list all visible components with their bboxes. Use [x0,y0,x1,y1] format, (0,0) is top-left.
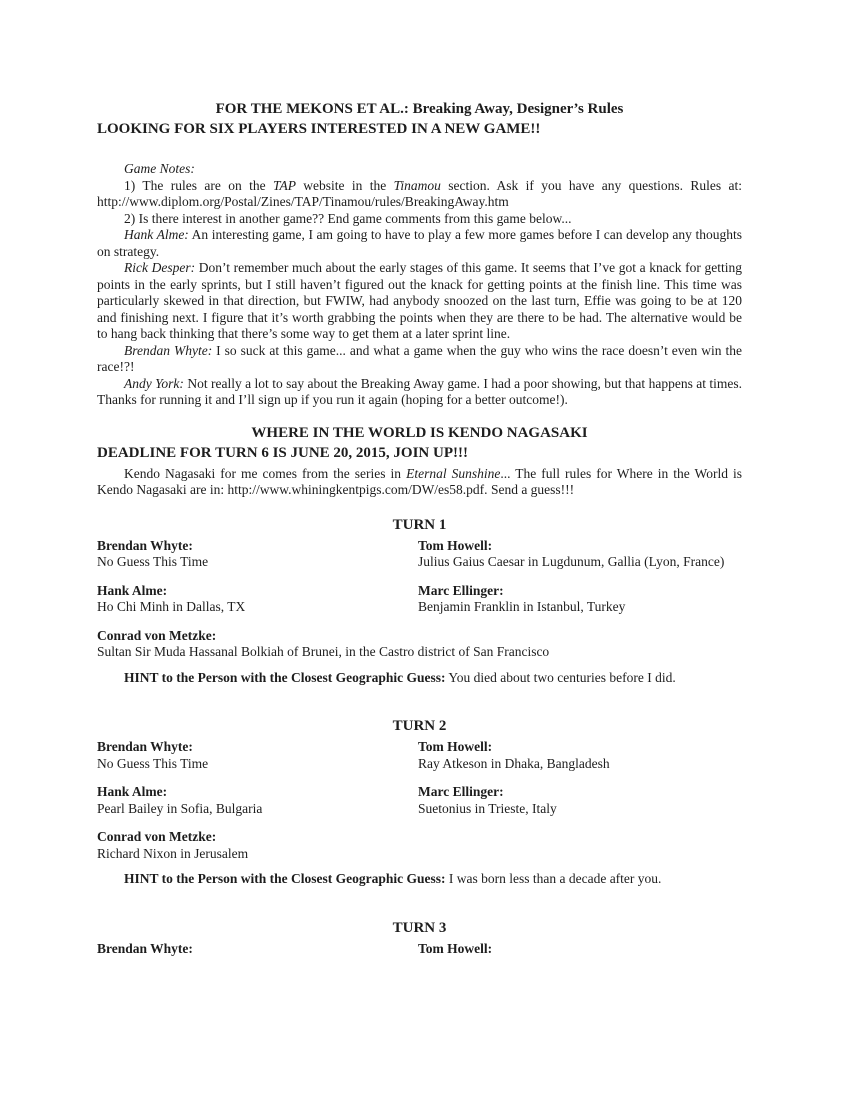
rules-url-text: http://www.diplom.org/Postal/Zines/TAP/Tinamou/rules/BreakingAway.htm [97,194,509,209]
guess-entry [97,628,742,661]
comment-paragraph [97,376,742,409]
comment-speaker: Hank Alme: [124,227,189,242]
game-note-2: 2) Is there interest in another game?? End game comments from this game below... [124,210,572,226]
guess-text: Richard Nixon in Jerusalem [97,845,249,861]
turn-2-hint [97,871,742,888]
comment-speaker: Andy York: [124,375,184,391]
game-notes-label: Game Notes: [124,161,195,176]
kendo-deadline: DEADLINE FOR TURN 6 IS JUNE 20, 2015, JOIN UP!!! [97,444,468,461]
section-kendo-nagasaki [97,423,742,958]
guess-entry [97,583,418,616]
tap-zine-name: TAP [272,177,296,193]
tinamou-section-name: Tinamou [393,177,441,193]
player-name: Conrad von Metzke: [97,627,217,643]
kendo-intro [97,466,742,499]
section-breaking-away [97,99,742,409]
note1-text: website in the [295,177,394,193]
turn-title: TURN 3 [392,919,447,936]
note1-text: section. Ask if you have any questions. Rules at: [440,177,742,193]
guess-entry [97,739,418,772]
comment-paragraph [97,260,742,343]
player-name: Hank Alme: [97,582,168,598]
kendo-title: WHERE IN THE WORLD IS KENDO NAGASAKI [251,424,588,441]
guess-text: Ho Chi Minh in Dallas, TX [97,599,246,614]
guess-text: Ray Atkeson in Dhaka, Bangladesh [418,755,610,771]
player-name: Hank Alme: [97,784,168,799]
player-name: Marc Ellinger: [418,784,504,799]
guess-entry [97,538,418,571]
turn-title: TURN 1 [392,516,447,533]
hint-label: HINT to the Person with the Closest Geographic Guess: [124,871,446,886]
guess-entry [418,784,742,817]
turn-title: TURN 2 [392,718,447,734]
guess-entry [97,829,742,862]
player-name: Tom Howell: [418,940,493,956]
guess-entry [97,784,418,817]
guess-text: Sultan Sir Muda Hassanal Bolkiah of Brunei, in the Castro district of San Francisco [97,644,550,659]
guess-text: Pearl Bailey in Sofia, Bulgaria [97,800,263,816]
guess-text: Julius Gaius Caesar in Lugdunum, Gallia (Lyon, France) [418,554,725,569]
comment-text: Don’t remember much about the early stages of this game. It seems that I’ve got a knack for getting points in the early sprints, but I still haven’t figured out the knack for getting points at the finish line. This time was particularly skewed in that direction, but FWIW, had anybody snoozed on the last turn, Effie was going to be at 120 and finishing next. I figure that it’s worth grabbing the points when they are there to be had. The alternative would be to hang back thinking that there’s some way to get them at a later sprint line. [97,260,742,341]
guess-text: Suetonius in Trieste, Italy [418,800,557,816]
player-name: Brendan Whyte: [97,739,193,754]
comment-text: I so suck at this game... and what a game when the guy who wins the race doesn’t even win the race!?! [97,342,742,374]
turn-1-hint [97,670,742,687]
guess-entry [418,941,742,958]
game-note-1 [97,178,742,211]
comment-speaker: Rick Desper: [124,260,196,275]
hint-text: I was born less than a decade after you. [445,871,662,886]
comment-text: An interesting game, I am going to have to play a few more games before I can develop any thoughts on strategy. [97,227,742,259]
guess-text: No Guess This Time [97,755,209,771]
hint-text: You died about two centuries before I did. [445,669,676,685]
intro-text: Send a guess!!! [487,482,575,497]
hint-label: HINT to the Person with the Closest Geographic Guess: [124,669,446,685]
comment-paragraph [97,227,742,260]
note1-text: 1) The rules are on the [124,177,273,193]
guess-text: No Guess This Time [97,554,209,569]
turn-1-guesses [97,538,742,661]
player-name: Brendan Whyte: [97,940,193,956]
guess-entry [418,583,742,616]
guess-entry [418,739,742,772]
page-title: FOR THE MEKONS ET AL.: Breaking Away, Designer’s Rules [215,101,624,117]
comment-paragraph [97,343,742,376]
intro-text: ... The full rules for Where in the World is Kendo Nagasaki are in: [97,465,742,497]
turn-3-guesses [97,941,742,958]
comment-speaker: Brendan Whyte: [124,342,213,358]
player-name: Brendan Whyte: [97,537,193,553]
guess-entry [418,538,742,571]
player-name: Tom Howell: [418,739,493,754]
rules-url-text: http://www.whiningkentpigs.com/DW/es58.pdf. [227,482,488,497]
guess-entry [97,941,418,958]
comment-text: Not really a lot to say about the Breaking Away game. I had a poor showing, but that happens at times. Thanks for running it and I’ll sign up if you run it again (hoping for a better outcome!). [97,375,743,407]
player-name: Marc Ellinger: [418,582,504,598]
breaking-away-subtitle: LOOKING FOR SIX PLAYERS INTERESTED IN A NEW GAME!! [97,121,541,137]
player-name: Conrad von Metzke: [97,829,217,844]
series-name: Eternal Sunshine [406,465,501,481]
breaking-away-body [97,161,742,409]
turn-2-guesses [97,739,742,862]
intro-text: Kendo Nagasaki for me comes from the series in [124,465,407,481]
guess-text: Benjamin Franklin in Istanbul, Turkey [418,599,626,614]
player-name: Tom Howell: [418,537,493,553]
